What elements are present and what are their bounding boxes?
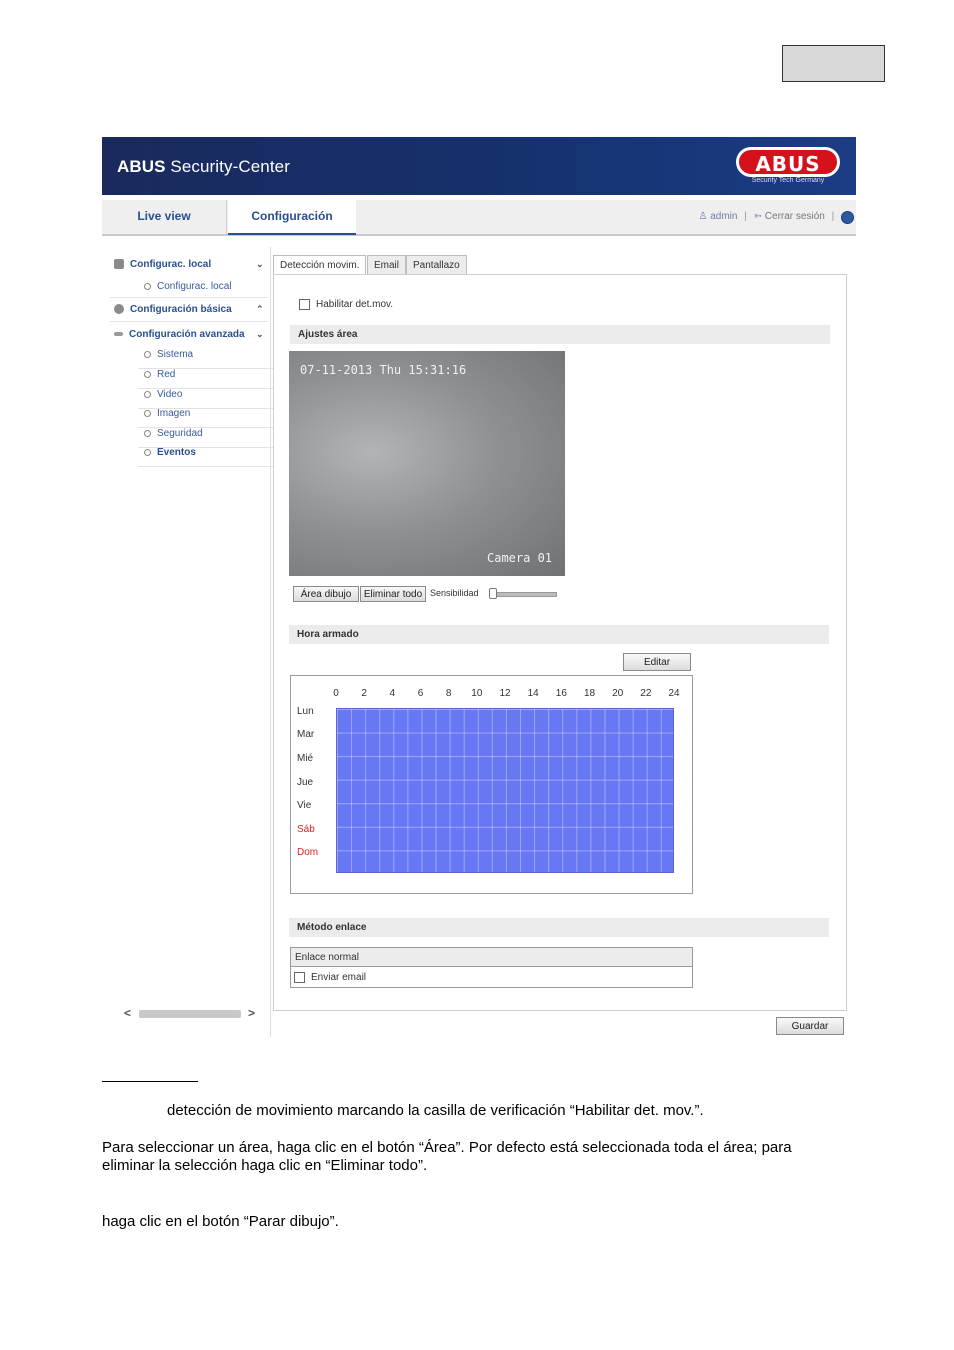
doc-line-4: haga clic en el botón “Parar dibujo”. <box>102 1213 339 1230</box>
bullet-icon <box>144 410 151 417</box>
bullet-icon <box>144 371 151 378</box>
hour-label: 8 <box>445 688 452 699</box>
sidebar-divider <box>110 321 268 322</box>
sidebar-subitem-eventos[interactable]: Eventos <box>138 447 274 467</box>
hour-label: 18 <box>583 688 596 699</box>
chevron-up-icon: ⌃ <box>256 304 264 314</box>
day-label: Vie <box>297 800 312 812</box>
day-label: Jue <box>297 776 314 788</box>
hour-label: 22 <box>640 688 652 699</box>
doc-paragraph-2-line-2: eliminar la selección haga clic en “Eliminar todo”. <box>102 1157 428 1174</box>
sidebar-subitem-video[interactable]: Video <box>138 389 274 409</box>
chevron-down-icon: ⌄ <box>256 329 264 339</box>
hour-label: 2 <box>361 688 367 699</box>
user-name-link[interactable]: admin <box>710 211 738 222</box>
draw-area-button[interactable]: Área dibujo <box>293 586 359 602</box>
sensitivity-slider-handle[interactable] <box>489 588 497 599</box>
page-corner-box <box>782 45 885 82</box>
app-title: ABUS Security-Center <box>117 157 290 176</box>
enable-motion-checkbox[interactable] <box>299 299 310 310</box>
day-label: Mar <box>297 729 315 741</box>
sidebar-item-advanced-config[interactable]: Configuración avanzada ⌄ <box>114 329 264 340</box>
bullet-icon <box>144 351 151 358</box>
schedule-grid[interactable] <box>336 708 674 873</box>
logout-link[interactable]: Cerrar sesión <box>764 211 825 222</box>
hour-label: 6 <box>417 688 424 699</box>
computer-icon <box>114 259 124 269</box>
top-navbar <box>102 200 856 236</box>
hour-label: 0 <box>333 688 339 699</box>
scrollbar-thumb[interactable] <box>139 1010 241 1018</box>
day-label: Lun <box>297 705 314 717</box>
abus-logo: ABUS <box>736 147 840 177</box>
save-button[interactable]: Guardar <box>776 1017 844 1035</box>
hour-label: 4 <box>389 688 396 699</box>
hour-label: 16 <box>555 688 567 699</box>
section-linkage: Método enlace <box>289 918 829 937</box>
day-label: Sáb <box>297 823 315 835</box>
camera-preview[interactable] <box>289 351 565 576</box>
bullet-icon <box>144 449 151 456</box>
sidebar-item-local-config[interactable]: Configurac. local ⌄ <box>114 259 264 270</box>
sidebar-subitem-seguridad[interactable]: Seguridad <box>138 428 274 448</box>
hour-label: 14 <box>527 688 539 699</box>
osd-timestamp: 07-11-2013 Thu 15:31:16 <box>300 363 467 377</box>
sidebar-subitem-red[interactable]: Red <box>138 369 274 389</box>
chevron-down-icon: ⌄ <box>256 259 264 269</box>
day-label: Dom <box>297 847 319 859</box>
enable-motion-row: Habilitar det.mov. <box>299 299 393 310</box>
app-banner <box>102 137 856 195</box>
scroll-right-arrow[interactable]: > <box>248 1006 256 1020</box>
osd-camera-name: Camera 01 <box>487 551 553 565</box>
clear-all-button[interactable]: Eliminar todo <box>360 586 426 602</box>
language-globe-icon[interactable] <box>841 211 854 224</box>
send-email-checkbox[interactable] <box>294 972 305 983</box>
tab-live-view[interactable]: Live view <box>102 200 227 234</box>
sidebar-item-basic-config[interactable]: Configuración básica ⌃ <box>114 304 264 315</box>
hour-label: 24 <box>668 688 680 699</box>
section-area-settings: Ajustes área <box>290 325 830 344</box>
bullet-icon <box>144 430 151 437</box>
sidebar-scrollbar[interactable] <box>112 1007 268 1021</box>
sidebar-subitem-sistema[interactable]: Sistema <box>138 349 274 369</box>
hour-label: 12 <box>499 688 511 699</box>
gear-icon <box>114 304 124 314</box>
bullet-icon <box>144 391 151 398</box>
nav-separator: | <box>744 211 747 222</box>
section-schedule: Hora armado <box>289 625 829 644</box>
sidebar-divider <box>110 297 268 298</box>
user-icon: ♙ <box>698 211 708 222</box>
edit-schedule-button[interactable]: Editar <box>623 653 691 671</box>
sensitivity-slider-track[interactable] <box>493 592 557 597</box>
nav-separator-2: | <box>831 211 835 222</box>
doc-paragraph-2-line-1: Para seleccionar un área, haga clic en el botón “Área”. Por defecto está seleccionada toda el área; para <box>102 1139 792 1156</box>
linkage-normal-header: Enlace normal <box>291 948 692 967</box>
send-email-row: Enviar email <box>291 968 692 987</box>
logo-tagline: Security Tech Germany <box>751 177 825 184</box>
tab-screenshot[interactable]: Pantallazo <box>406 255 467 275</box>
doc-line-1: detección de movimiento marcando la casilla de verificación “Habilitar det. mov.”. <box>167 1102 704 1119</box>
linkage-table <box>290 947 693 988</box>
footnote-rule <box>102 1081 198 1082</box>
sensitivity-label: Sensibilidad <box>430 588 479 598</box>
sidebar-subitem-imagen[interactable]: Imagen <box>138 408 274 428</box>
day-label: Mié <box>297 752 314 764</box>
tab-email[interactable]: Email <box>367 255 406 275</box>
app-window <box>102 137 856 1037</box>
tab-motion-detection[interactable]: Detección movim. <box>273 255 366 276</box>
hour-label: 10 <box>471 688 483 699</box>
user-controls <box>698 200 854 234</box>
tab-configuracion[interactable]: Configuración <box>228 200 356 235</box>
schedule-table <box>290 675 693 894</box>
sidebar <box>102 247 271 1037</box>
hour-label: 20 <box>612 688 624 699</box>
logout-icon: ➳ <box>753 211 763 222</box>
wrench-icon <box>114 332 123 336</box>
scroll-left-arrow[interactable]: < <box>124 1006 132 1020</box>
sidebar-subitem-local-config[interactable]: Configurac. local <box>144 281 231 292</box>
bullet-icon <box>144 283 151 290</box>
